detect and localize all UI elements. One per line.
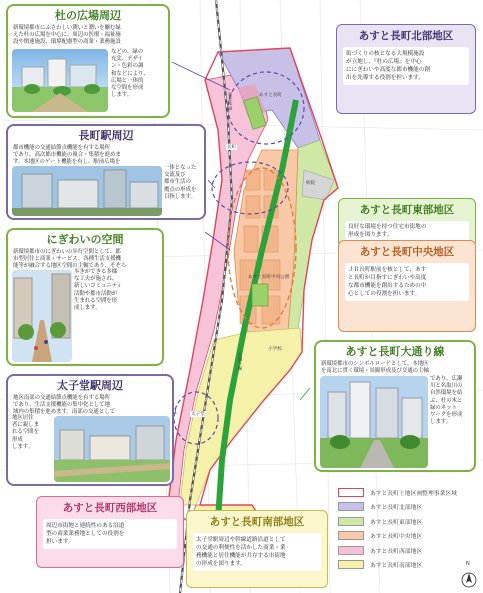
callout-taishido-title: 太子堂駅周辺 — [57, 379, 123, 392]
callout-odori-title: あすと長町大通り線 — [345, 345, 445, 358]
callout-mori-text-2: えた杜の広場を中心に、周辺の医療・福祉施 — [13, 32, 121, 39]
legend-swatch — [338, 517, 364, 526]
callout-mori-text-3: 設や関連施設、環境配慮型の商業・業務施設 — [13, 39, 121, 46]
callout-taishido-station: 太子堂駅周辺 地区南部の交通結節点機能を有する場所 であり、生活支援機能の集中化として地 域内の集積を進めます。南部の交通として 地区居住 者に親しま れる空間を 形成 します。 — [6, 374, 174, 486]
district-south-panel: あすと長町南部地区 太子堂駅周辺や幹線道路沿道として の交通の利便性を活かした商業・業 務機能と居住機能が共存する市街地 の形成を図ります。 — [186, 510, 328, 588]
district-west-panel: あすと長町西部地区 周辺市街地と連続性のある沿道 型の商業業務地としての役割を 担います。 — [36, 496, 184, 568]
hospital-label: 病院 — [306, 181, 316, 186]
callout-mori-plaza: 杜の広場周辺 新環境都市にふさわしい潤いと潤いを醸む緑 えた杜の広場を中心に、周辺の医療・福祉施 設や関連施設、環境配慮型の商業・業務施設 などの、緑の 充実、デザイ ン・色彩の調 和などにより、 広場と一体的 な空間を形成 します。 — [6, 4, 170, 118]
legend-item-south: あすと長町南部地区 — [338, 558, 470, 573]
park-north-label: あすと長町 — [259, 93, 282, 98]
legend-item-central: あすと長町中央地区 — [338, 529, 470, 544]
district-east-title: あすと長町東部地区 — [359, 204, 455, 216]
district-central-title: あすと長町中央地区 — [359, 246, 455, 258]
district-north-panel: あすと長町北部地区 街づくりの核となる大規模施設 が立地し、『杜の広場』を中心 ににぎわいや高度な都市機能の創 出を先導する役割を担います。 — [336, 24, 476, 114]
odori-avenue-rendering — [320, 376, 428, 468]
callout-mori-title: 杜の広場周辺 — [55, 9, 121, 22]
callout-nagamachi-station: 長町駅周辺 都市機能の交通結節点機能を有する場所 であり、高次都市機能の複合・集積を進めま す。本地区のゲート機能を有し、駅前広場を 一体となった 交流及び 都市生活の 拠点の形成を 目指します。 — [6, 124, 206, 220]
district-central-panel: あすと長町中央地区 ＪＲ長町駅前を核として、あす と長町が目指すにぎわいや高度 な都市機能を創出するための中 心としての役割を担います。 — [338, 240, 476, 332]
station-nagamachi-label: 長町 — [227, 145, 237, 150]
district-east-panel: あすと長町東部地区 良好な環境を持つ住宅市街地の 形成を図ります。 — [338, 198, 476, 248]
central-park — [252, 284, 268, 306]
station-taishido-label: 太子堂 — [191, 412, 205, 417]
district-west-title: あすと長町西部地区 — [62, 502, 158, 514]
legend-item-boundary: あすと長町土地区画整理事業区域 — [338, 485, 470, 500]
callout-odori-avenue: あすと長町大通り線 新環境都市のシンボルロードとして、本地区 を南北に貫く環境・景観形成及び交通の主軸 であり、広瀬 川と名取川の 自然環境を結 ぶ、杜の木と 緑のネット ワークを形成 します。 — [314, 340, 476, 472]
north-arrow-icon — [460, 567, 478, 589]
legend-swatch — [338, 488, 364, 497]
map-legend — [338, 485, 470, 572]
school-label: 小学校 — [268, 347, 282, 352]
callout-nigiwai-title: にぎわいの空間 — [46, 233, 124, 246]
district-north-title: あすと長町北部地区 — [358, 30, 454, 42]
nigiwai-street-rendering — [12, 270, 72, 362]
park-central-label: あすと長町中央公園 — [248, 275, 290, 280]
callout-nagamachi-title: 長町駅周辺 — [78, 129, 134, 142]
road-label: 大通り線 — [237, 352, 242, 371]
rail-label: 東北本線 — [227, 92, 232, 111]
legend-item-east: あすと長町東部地区 — [338, 514, 470, 529]
legend-swatch — [338, 502, 364, 511]
legend-swatch — [338, 531, 364, 540]
north-label: N — [466, 561, 470, 567]
callout-mori-text-1: 新環境都市にふさわしい潤いと潤いを醸む緑 — [13, 25, 121, 31]
taishido-station-rendering — [54, 416, 170, 482]
legend-item-west: あすと長町西部地区 — [338, 543, 470, 558]
nagamachi-station-rendering — [12, 166, 162, 216]
district-south-title: あすと長町南部地区 — [209, 516, 305, 528]
legend-item-north: あすと長町北部地区 — [338, 500, 470, 515]
mori-plaza-rendering — [12, 49, 108, 112]
legend-swatch — [338, 546, 364, 555]
legend-swatch — [338, 560, 364, 569]
callout-nigiwai-space: にぎわいの空間 新環境都市のにぎわいの歩行空間として、都 市型居住と商業・サービス、各種生活支援機 能等が融合する地区空間の主軸であり、そぞろ 歩きができる多様 な工夫が施され、 新しいコミュニティ 活動や都市活動が 生まれる空間を形 成します。 — [6, 228, 164, 366]
